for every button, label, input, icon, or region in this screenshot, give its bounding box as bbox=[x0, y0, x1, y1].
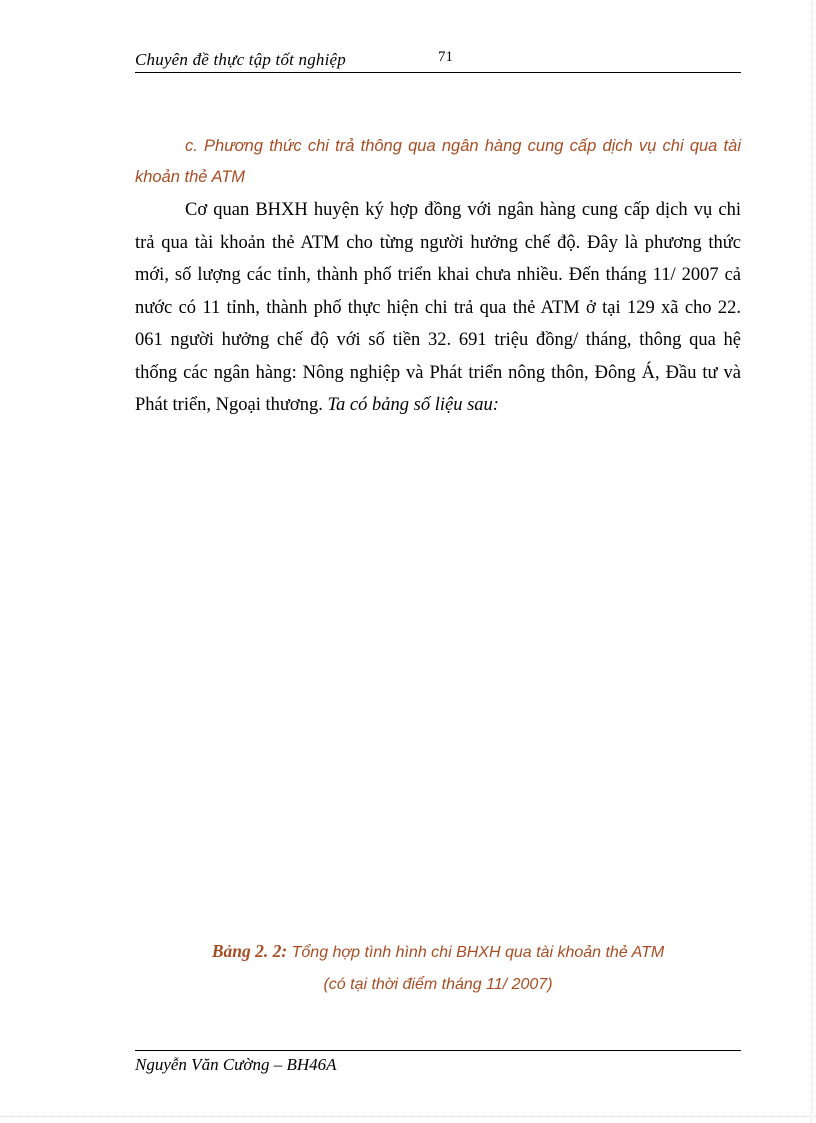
table-caption-title: Tổng hợp tình hình chi BHXH qua tài khoản thẻ ATM bbox=[287, 944, 665, 961]
page-border-right bbox=[811, 0, 812, 1123]
page-border-bottom bbox=[0, 1116, 816, 1117]
section-heading: c. Phương thức chi trả thông qua ngân hàng cung cấp dịch vụ chi qua tài khoản thẻ ATM bbox=[135, 137, 741, 186]
footer-divider bbox=[135, 1050, 741, 1051]
body-paragraph bbox=[135, 194, 741, 422]
footer-author: Nguyễn Văn Cường – BH46A bbox=[135, 1055, 337, 1074]
table-caption-subtitle: (có tại thời điểm tháng 11/ 2007) bbox=[323, 976, 553, 993]
header-title: Chuyên đề thực tập tốt nghiệp bbox=[135, 50, 347, 69]
table-caption-colon: : bbox=[281, 941, 288, 961]
body-paragraph-text: Cơ quan BHXH huyện ký hợp đồng với ngân hàng cung cấp dịch vụ chi trả qua tài khoản thẻ ATM cho từng người hưởng chế độ. Đây là phương thức mới, số lượng các tỉnh, thành phố triển khai chưa nhiều. Đến tháng 11/ 2007 cả nước có 11 tỉnh, thành phố thực hiện chi trả qua thẻ ATM ở tại 129 xã cho 22. 061 người hưởng chế độ với số tiền 32. 691 triệu đồng/ tháng, thông qua hệ thống các ngân hàng: Nông nghiệp và Phát triển nông thôn, Đông Á, Đầu tư và Phát triển, Ngoại thương. bbox=[135, 200, 741, 415]
page-header bbox=[135, 46, 741, 73]
page-number: 71 bbox=[438, 49, 453, 65]
table-caption-line bbox=[135, 935, 741, 969]
table-caption bbox=[135, 935, 741, 1001]
table-caption-label: Bảng 2. 2 bbox=[211, 941, 282, 961]
body-paragraph-tail: Ta có bảng số liệu sau: bbox=[327, 395, 499, 415]
